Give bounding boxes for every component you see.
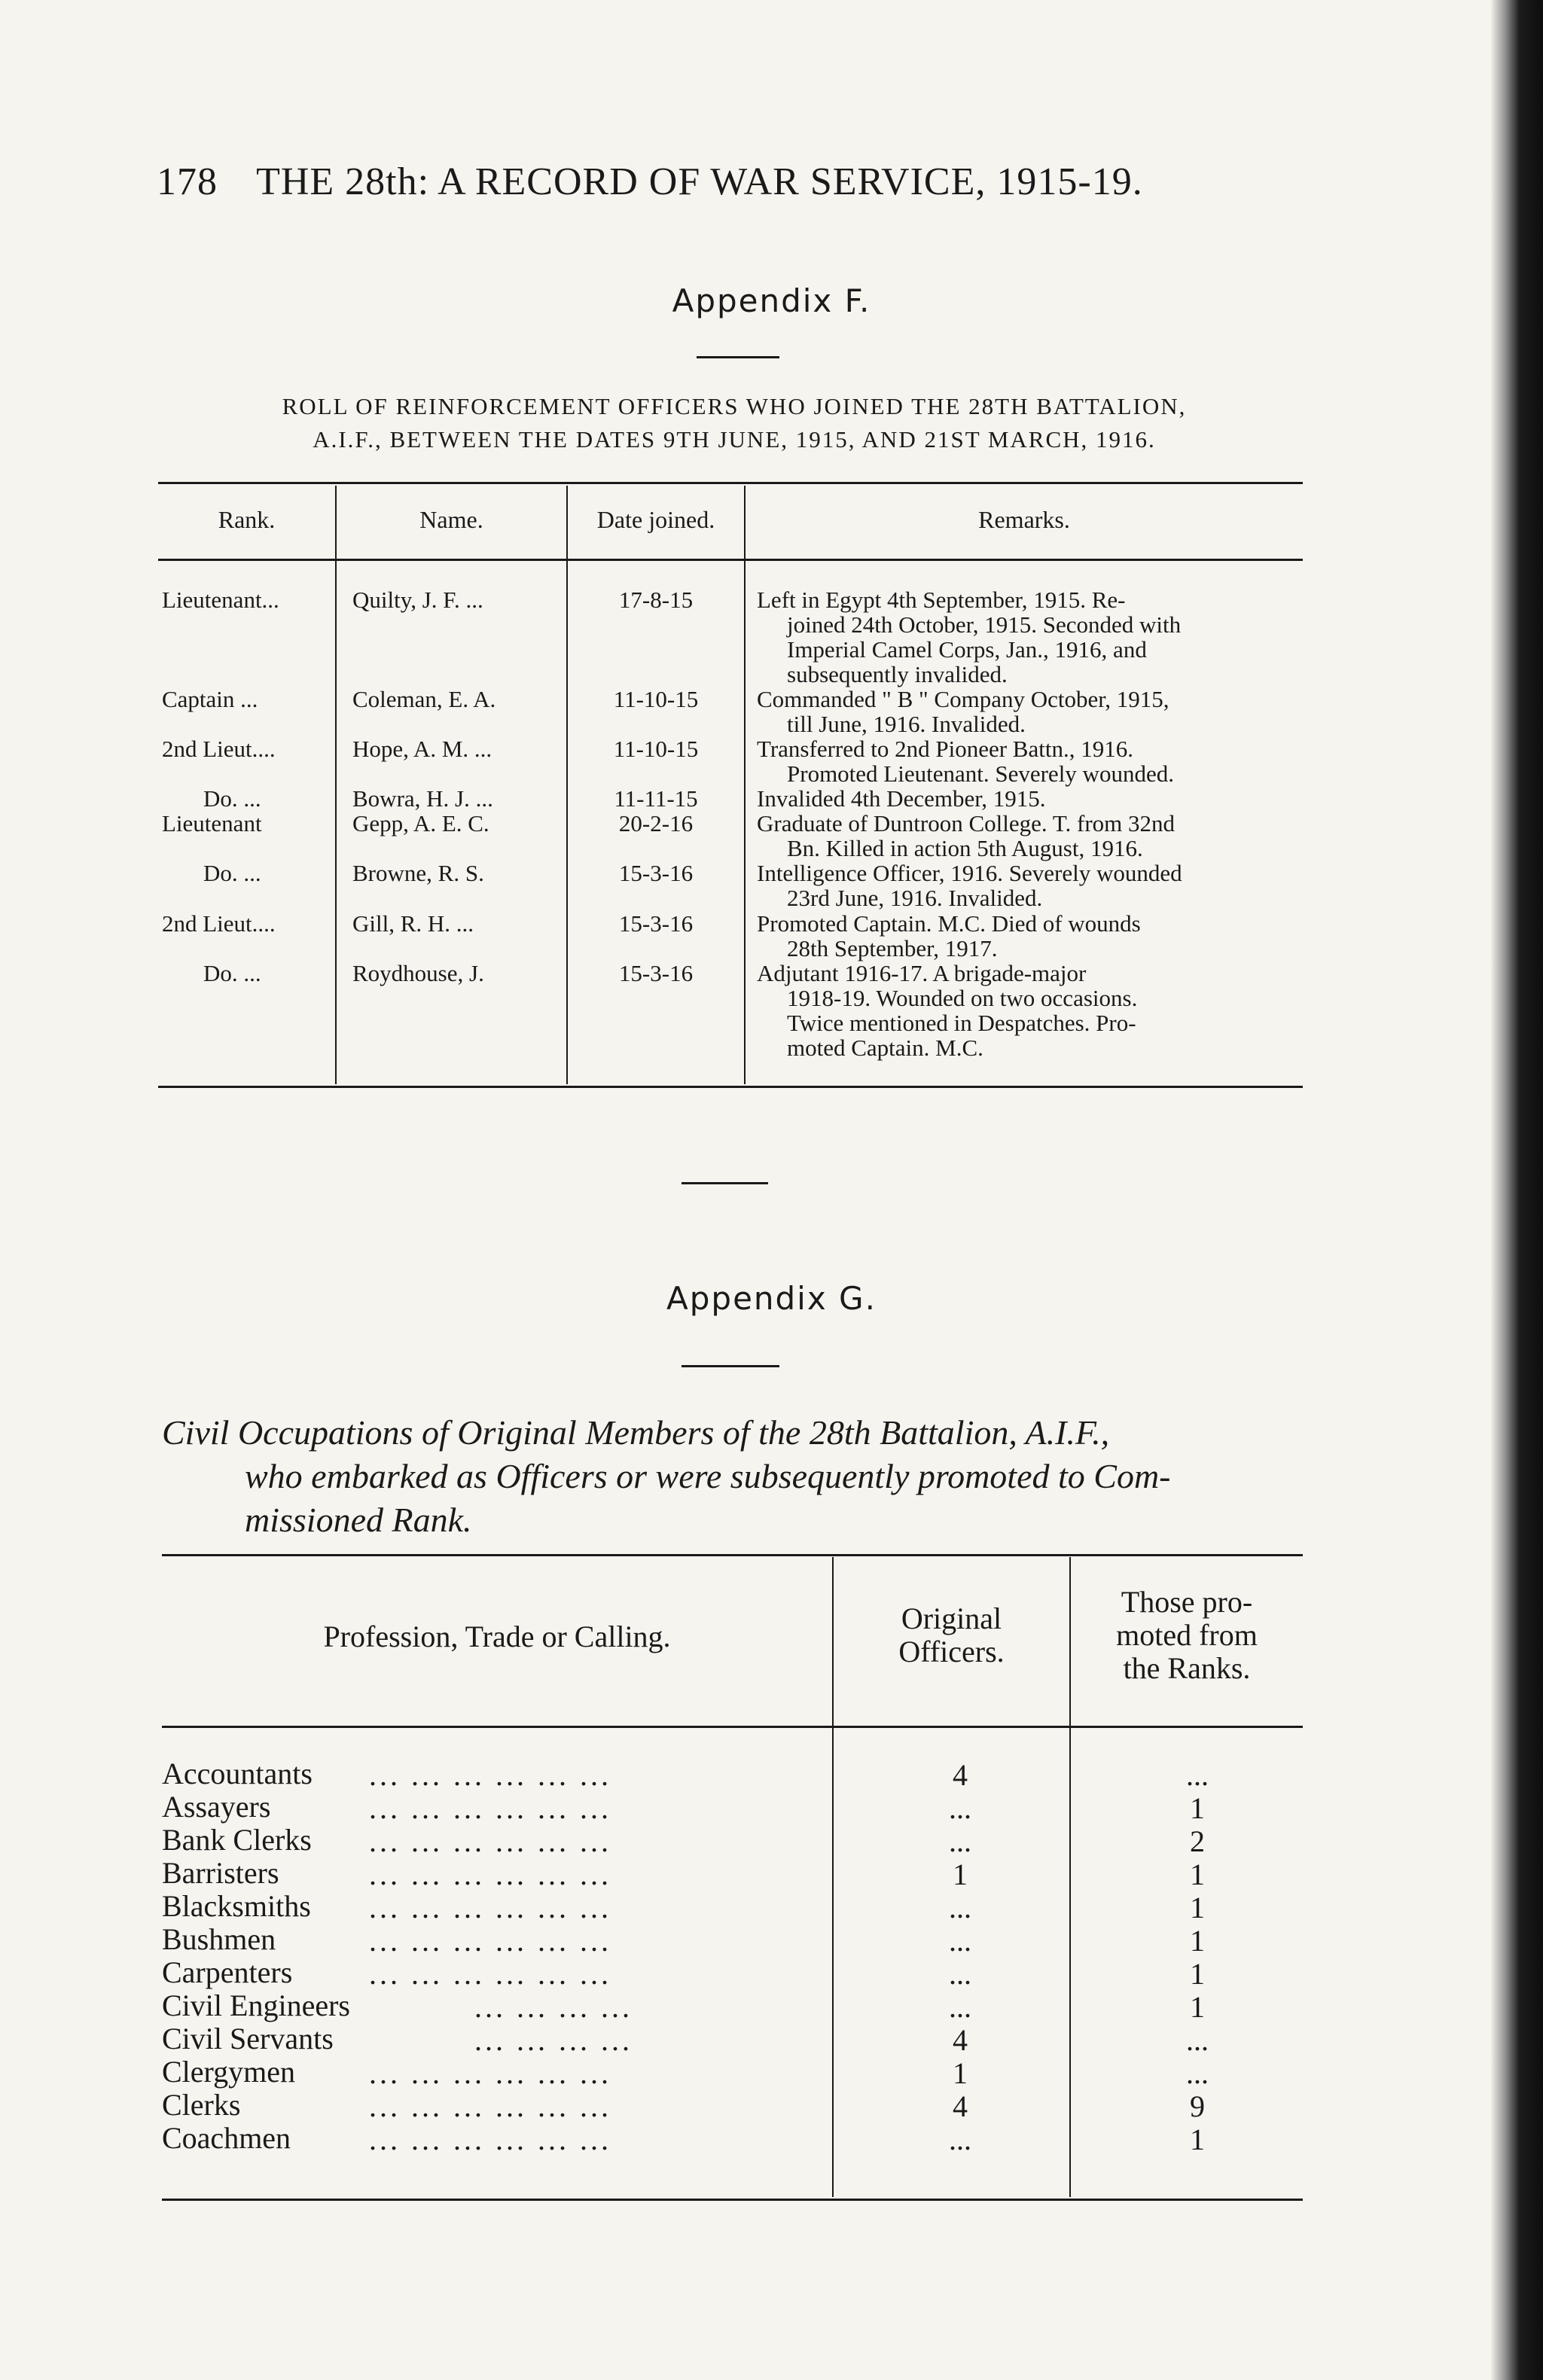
profession-cell: Barristers xyxy=(162,1856,279,1890)
remarks-cell xyxy=(757,786,1322,811)
column-header-profession: Profession, Trade or Calling. xyxy=(323,1620,671,1653)
dot-leader: ... ... ... ... ... ... xyxy=(369,2056,611,2090)
remark-line: Graduate of Duntroon College. T. from 32nd xyxy=(757,810,1176,837)
promoted-cell: ... xyxy=(1186,2056,1209,2090)
original-cell: ... xyxy=(949,2122,971,2156)
remark-line: Promoted Lieutenant. Severely wounded. xyxy=(787,760,1174,787)
dot-leader: ... ... ... ... ... ... xyxy=(369,2122,611,2156)
date-cell: 11-10-15 xyxy=(613,686,699,712)
remarks-cell xyxy=(757,911,1322,961)
page-number: 178 xyxy=(157,160,218,203)
header-line: moted from xyxy=(1116,1618,1258,1652)
remark-line: joined 24th October, 1915. Seconded with xyxy=(787,611,1182,638)
appendix-g-title: Appendix G. xyxy=(666,1280,877,1317)
remark-line: 28th September, 1917. xyxy=(787,935,998,961)
remarks-cell xyxy=(757,587,1322,687)
profession-cell: Carpenters xyxy=(162,1955,293,1989)
original-cell: ... xyxy=(949,1891,971,1924)
promoted-cell: 1 xyxy=(1190,1857,1205,1891)
profession-cell: Bushmen xyxy=(162,1922,276,1956)
original-cell: 4 xyxy=(953,2023,968,2057)
name-cell: Gill, R. H. ... xyxy=(352,910,474,937)
divider xyxy=(682,1365,779,1367)
rank-cell: Do. ... xyxy=(203,785,261,812)
remarks-cell xyxy=(757,811,1322,861)
dot-leader: ... ... ... ... xyxy=(474,1990,633,2024)
profession-cell: Bank Clerks xyxy=(162,1823,312,1857)
remarks-cell xyxy=(757,961,1322,1060)
table-header-rule xyxy=(158,559,1303,561)
page-edge-shadow xyxy=(1490,0,1543,2380)
remark-line: moted Captain. M.C. xyxy=(787,1035,983,1061)
rank-cell: Captain ... xyxy=(162,686,258,712)
promoted-cell: ... xyxy=(1186,2023,1209,2057)
name-cell: Hope, A. M. ... xyxy=(352,736,492,762)
profession-cell: Clerks xyxy=(162,2088,241,2122)
profession-cell: Blacksmiths xyxy=(162,1889,311,1923)
column-header-rank: Rank. xyxy=(218,506,276,533)
promoted-cell: 1 xyxy=(1190,1791,1205,1825)
remarks-cell xyxy=(757,861,1322,910)
header-line: Officers. xyxy=(898,1635,1005,1668)
header-line: Original xyxy=(901,1601,1002,1635)
remark-line: till June, 1916. Invalided. xyxy=(787,711,1026,737)
running-title: THE 28th: A RECORD OF WAR SERVICE, 1915-19. xyxy=(256,160,1143,203)
original-cell: 1 xyxy=(953,2056,968,2090)
header-line: Those pro- xyxy=(1121,1585,1253,1619)
table-top-rule xyxy=(158,482,1303,484)
promoted-cell: 9 xyxy=(1190,2089,1205,2123)
original-cell: ... xyxy=(949,1791,971,1825)
appendix-g-subtitle-line2: who embarked as Officers or were subsequently promoted to Com- xyxy=(245,1457,1171,1495)
remark-line: Left in Egypt 4th September, 1915. Re- xyxy=(757,587,1126,613)
promoted-cell: 1 xyxy=(1190,2122,1205,2156)
remark-line: Commanded " B " Company October, 1915, xyxy=(757,686,1169,712)
dot-leader: ... ... ... ... ... ... xyxy=(369,1857,611,1891)
rank-cell: Lieutenant... xyxy=(162,587,279,613)
dot-leader: ... ... ... ... ... ... xyxy=(369,1758,611,1792)
appendix-f-heading-line1: ROLL OF REINFORCEMENT OFFICERS WHO JOINED THE 28TH BATTALION, xyxy=(282,393,1187,419)
profession-cell: Civil Engineers xyxy=(162,1988,350,2022)
profession-cell: Assayers xyxy=(162,1790,271,1824)
rank-cell: Do. ... xyxy=(203,860,261,886)
original-cell: ... xyxy=(949,1957,971,1991)
remarks-cell xyxy=(757,687,1322,736)
profession-cell: Civil Servants xyxy=(162,2022,334,2055)
appendix-f-heading-line2: A.I.F., BETWEEN THE DATES 9TH JUNE, 1915, AND 21ST MARCH, 1916. xyxy=(313,426,1156,453)
column-header-remarks: Remarks. xyxy=(978,506,1070,533)
dot-leader: ... ... ... ... xyxy=(474,2023,633,2057)
remark-line: subsequently invalided. xyxy=(787,661,1008,687)
promoted-cell: 1 xyxy=(1190,1891,1205,1924)
original-cell: 4 xyxy=(953,1758,968,1792)
table-header-rule xyxy=(162,1726,1303,1728)
rank-cell: Lieutenant xyxy=(162,810,262,837)
column-header-name: Name. xyxy=(419,506,483,533)
column-divider xyxy=(566,486,568,1084)
name-cell: Coleman, E. A. xyxy=(352,686,496,712)
remark-line: Promoted Captain. M.C. Died of wounds xyxy=(757,910,1141,937)
name-cell: Gepp, A. E. C. xyxy=(352,810,489,837)
original-cell: 4 xyxy=(953,2089,968,2123)
header-line: the Ranks. xyxy=(1123,1651,1251,1685)
remark-line: 1918-19. Wounded on two occasions. xyxy=(787,985,1138,1011)
remarks-cell xyxy=(757,736,1322,786)
running-header xyxy=(157,160,1143,204)
name-cell: Roydhouse, J. xyxy=(352,960,484,986)
appendix-g-subtitle-line3: missioned Rank. xyxy=(245,1501,472,1539)
date-cell: 20-2-16 xyxy=(618,810,694,837)
table-bottom-rule xyxy=(158,1086,1303,1088)
profession-cell: Coachmen xyxy=(162,2121,291,2155)
date-cell: 11-11-15 xyxy=(614,785,698,812)
date-cell: 17-8-15 xyxy=(618,587,694,613)
profession-cell: Clergymen xyxy=(162,2055,296,2089)
remark-line: Intelligence Officer, 1916. Severely wounded xyxy=(757,860,1182,886)
original-cell: ... xyxy=(949,1824,971,1858)
column-divider xyxy=(335,486,337,1084)
column-header-original xyxy=(834,1602,1069,1668)
date-cell: 15-3-16 xyxy=(618,960,694,986)
promoted-cell: 1 xyxy=(1190,1924,1205,1958)
dot-leader: ... ... ... ... ... ... xyxy=(369,1824,611,1858)
column-divider xyxy=(744,486,746,1084)
table-top-rule xyxy=(162,1554,1303,1556)
remark-line: Imperial Camel Corps, Jan., 1916, and xyxy=(787,636,1147,663)
promoted-cell: 1 xyxy=(1190,1957,1205,1991)
column-header-promoted xyxy=(1071,1586,1303,1685)
remark-line: Bn. Killed in action 5th August, 1916. xyxy=(787,835,1143,861)
date-cell: 11-10-15 xyxy=(613,736,699,762)
promoted-cell: ... xyxy=(1186,1758,1209,1792)
remark-line: Twice mentioned in Despatches. Pro- xyxy=(787,1010,1136,1036)
remark-line: 23rd June, 1916. Invalided. xyxy=(787,885,1043,911)
name-cell: Bowra, H. J. ... xyxy=(352,785,493,812)
remark-line: Transferred to 2nd Pioneer Battn., 1916. xyxy=(757,736,1133,762)
name-cell: Browne, R. S. xyxy=(352,860,484,886)
promoted-cell: 2 xyxy=(1190,1824,1205,1858)
dot-leader: ... ... ... ... ... ... xyxy=(369,1957,611,1991)
dot-leader: ... ... ... ... ... ... xyxy=(369,2089,611,2123)
original-cell: ... xyxy=(949,1990,971,2024)
remark-line: Adjutant 1916-17. A brigade-major xyxy=(757,960,1087,986)
divider xyxy=(697,356,779,358)
dot-leader: ... ... ... ... ... ... xyxy=(369,1791,611,1825)
divider xyxy=(682,1182,768,1184)
date-cell: 15-3-16 xyxy=(618,860,694,886)
rank-cell: 2nd Lieut.... xyxy=(162,910,276,937)
dot-leader: ... ... ... ... ... ... xyxy=(369,1924,611,1958)
name-cell: Quilty, J. F. ... xyxy=(352,587,483,613)
table-bottom-rule xyxy=(162,2199,1303,2201)
original-cell: ... xyxy=(949,1924,971,1958)
rank-cell: Do. ... xyxy=(203,960,261,986)
column-header-date: Date joined. xyxy=(596,506,715,533)
promoted-cell: 1 xyxy=(1190,1990,1205,2024)
original-cell: 1 xyxy=(953,1857,968,1891)
profession-cell: Accountants xyxy=(162,1757,313,1790)
appendix-g-subtitle-line1: Civil Occupations of Original Members of the 28th Battalion, A.I.F., xyxy=(162,1413,1110,1452)
date-cell: 15-3-16 xyxy=(618,910,694,937)
dot-leader: ... ... ... ... ... ... xyxy=(369,1891,611,1924)
remark-line: Invalided 4th December, 1915. xyxy=(757,785,1046,812)
rank-cell: 2nd Lieut.... xyxy=(162,736,276,762)
appendix-f-title: Appendix F. xyxy=(672,282,871,319)
